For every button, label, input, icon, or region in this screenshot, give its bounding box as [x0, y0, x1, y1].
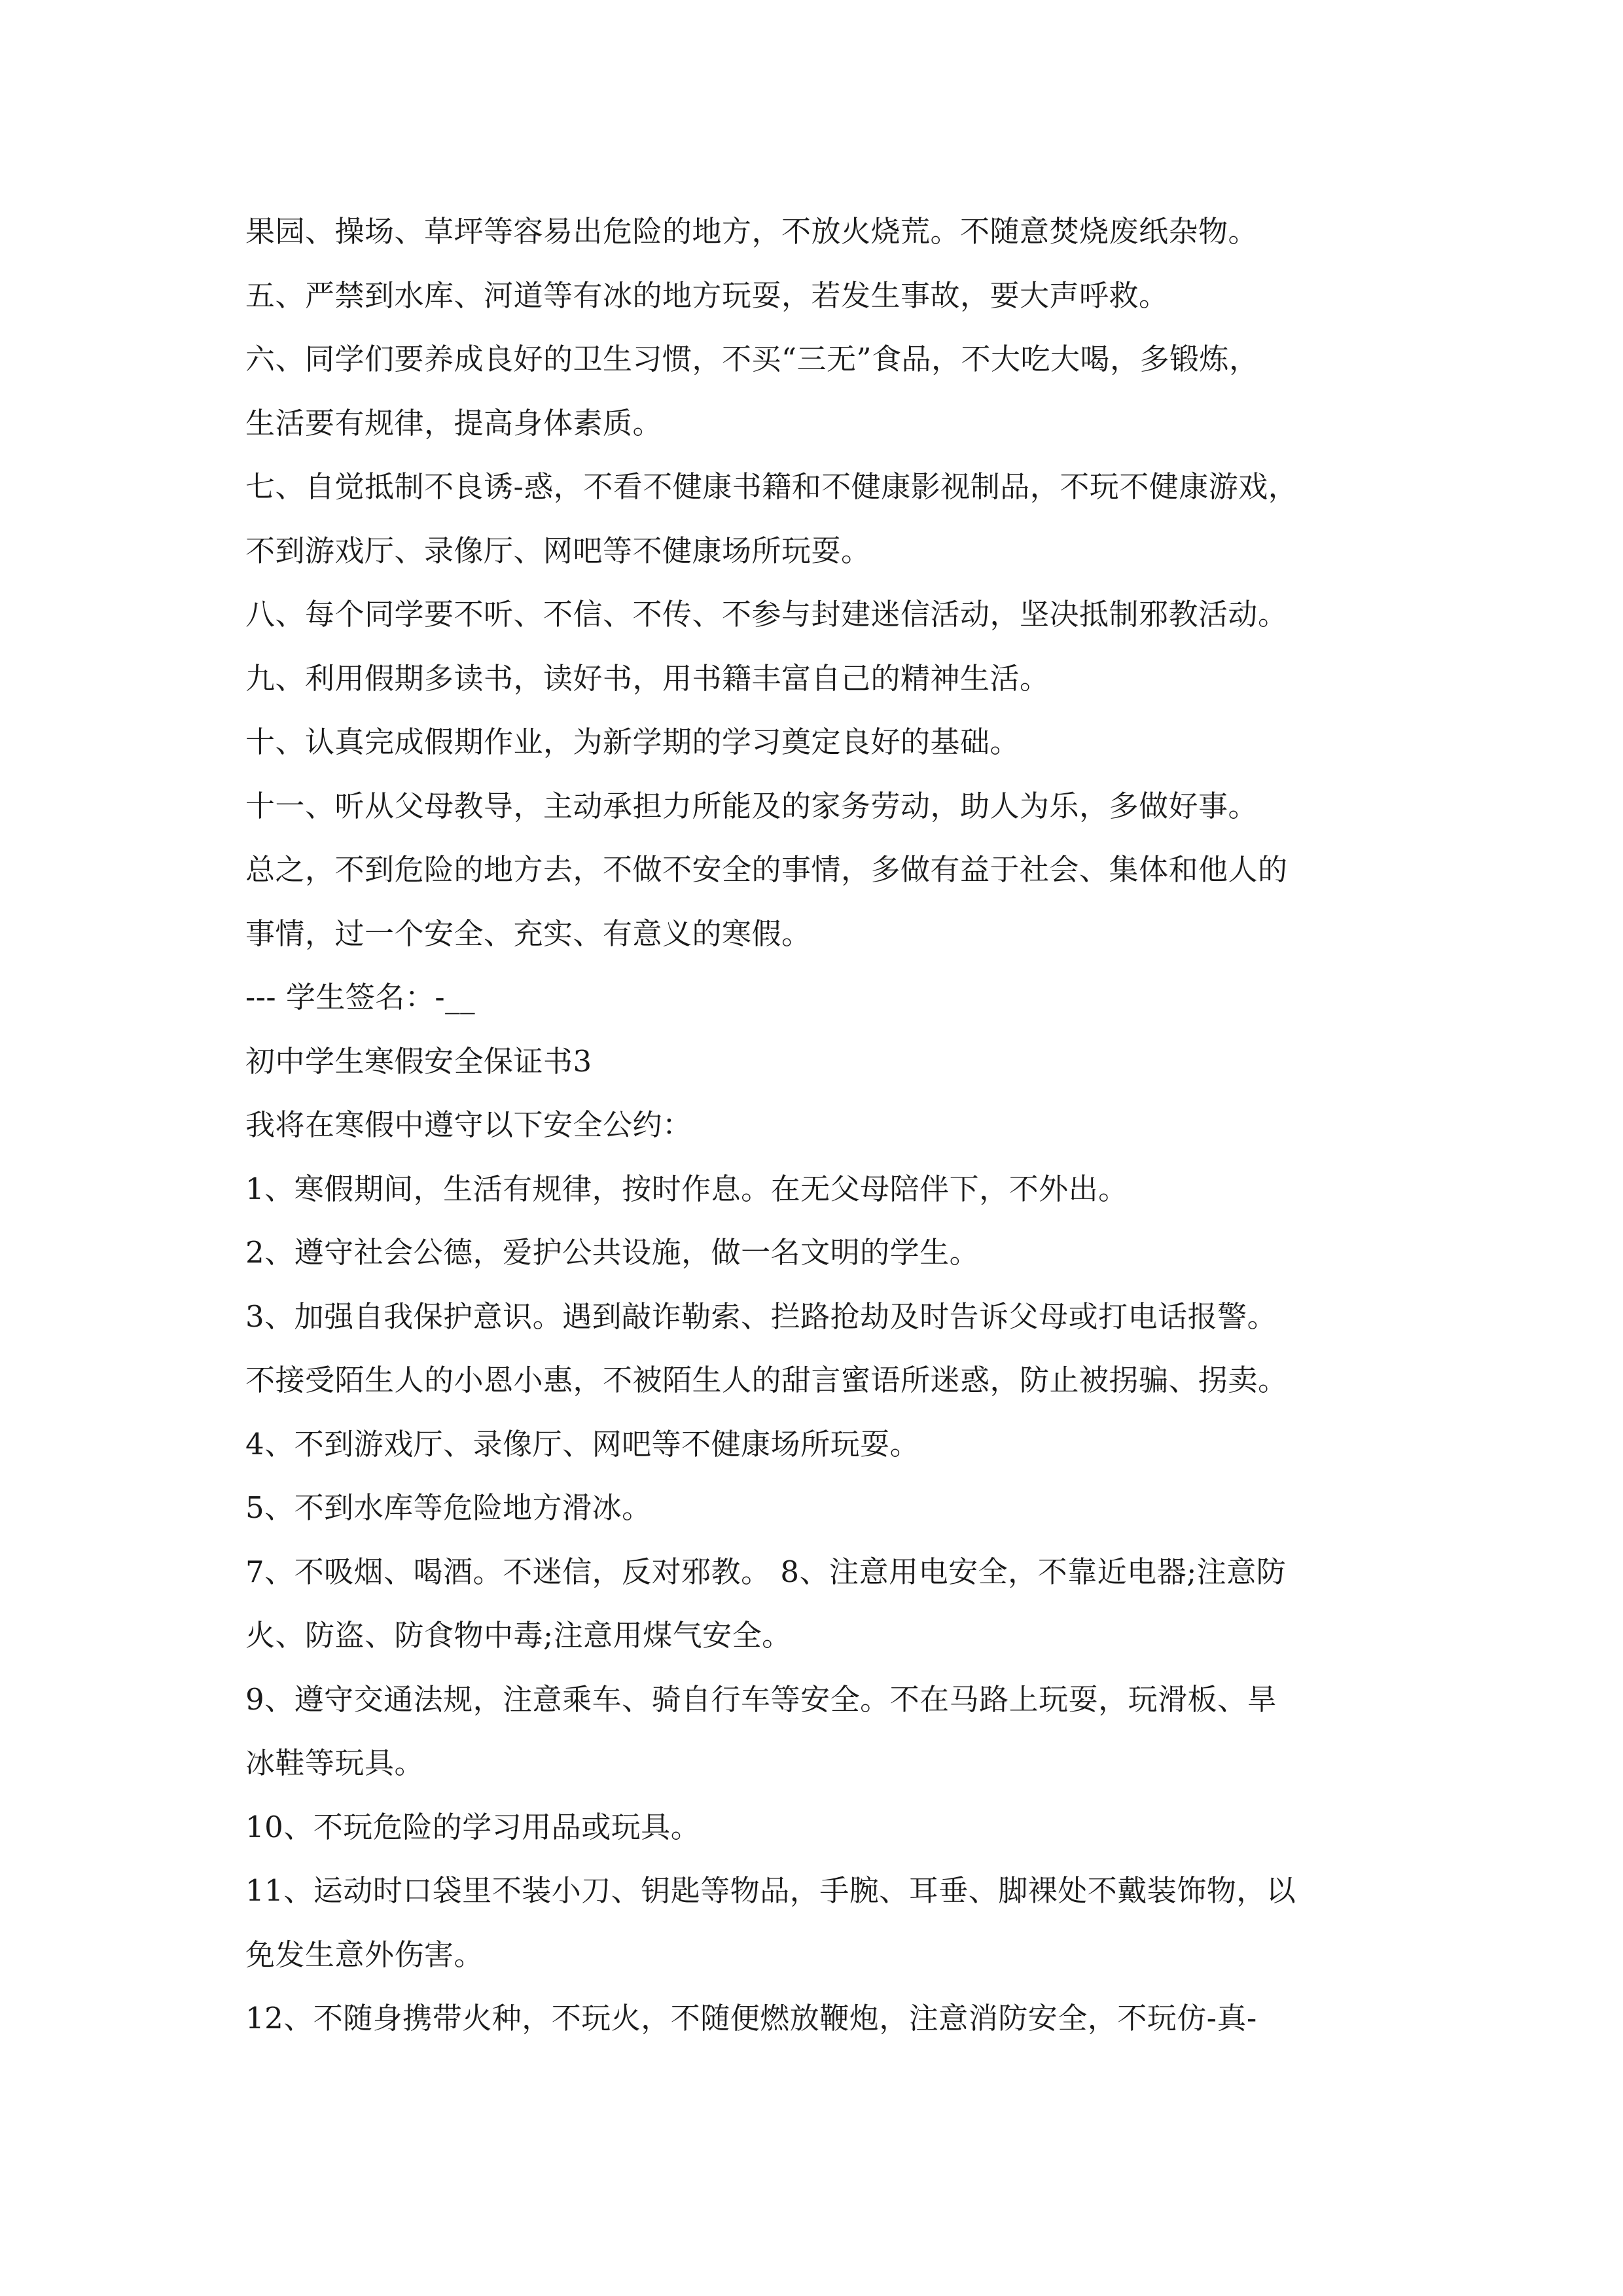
text-line: 5、不到水库等危险地方滑冰。: [245, 1490, 652, 1525]
text-line: 不接受陌生人的小恩小惠，不被陌生人的甜言蜜语所迷惑，防止被拐骗、拐卖。: [245, 1363, 1288, 1397]
text-line: 十一、听从父母教导，主动承担力所能及的家务劳动，助人为乐，多做好事。: [245, 788, 1258, 823]
text-line: 果园、操场、草坪等容易出危险的地方，不放火烧荒。不随意焚烧废纸杂物。: [245, 214, 1258, 249]
text-line: 不到游戏厅、录像厅、网吧等不健康场所玩耍。: [245, 533, 871, 568]
text-line: 事情，过一个安全、充实、有意义的寒假。: [245, 916, 812, 951]
text-line: 六、同学们要养成良好的卫生习惯，不买“三无”食品，不大吃大喝，多锻炼，: [245, 342, 1259, 376]
text-line: 总之，不到危险的地方去，不做不安全的事情，多做有益于社会、集体和他人的: [245, 852, 1288, 887]
text-line: 10、不玩危险的学习用品或玩具。: [245, 1809, 701, 1844]
document-body: [245, 200, 1423, 2051]
text-line: 12、不随身携带火种，不玩火，不随便燃放鞭炮，注意消防安全，不玩仿-真-: [245, 2001, 1257, 2036]
text-line: 十、认真完成假期作业，为新学期的学习奠定良好的基础。: [245, 725, 1020, 759]
text-line: 11、运动时口袋里不装小刀、钥匙等物品，手腕、耳垂、脚裸处不戴装饰物，以: [245, 1873, 1296, 1908]
text-line: 九、利用假期多读书，读好书，用书籍丰富自己的精神生活。: [245, 660, 1050, 696]
text-line: 八、每个同学要不听、不信、不传、不参与封建迷信活动，坚决抵制邪教活动。: [245, 597, 1288, 632]
text-line: 七、自觉抵制不良诱-惑，不看不健康书籍和不健康影视制品，不玩不健康游戏，: [245, 469, 1298, 504]
text-line: 7、不吸烟、喝酒。不迷信，反对邪教。 8、注意用电安全，不靠近电器;注意防: [245, 1554, 1287, 1589]
text-line: 免发生意外伤害。: [245, 1937, 484, 1972]
text-line: 1、寒假期间，生活有规律，按时作息。在无父母陪伴下，不外出。: [245, 1171, 1128, 1206]
text-line: 我将在寒假中遵守以下安全公约：: [245, 1107, 692, 1142]
text-line: 9、遵守交通法规，注意乘车、骑自行车等安全。不在马路上玩耍，玩滑板、旱: [245, 1681, 1277, 1717]
text-line: 五、严禁到水库、河道等有冰的地方玩耍，若发生事故，要大声呼救。: [245, 278, 1169, 313]
text-line: 4、不到游戏厅、录像厅、网吧等不健康场所玩耍。: [245, 1426, 920, 1462]
text-line: 冰鞋等玩具。: [245, 1746, 425, 1780]
signature-line: --- 学生签名：-__: [245, 980, 476, 1014]
text-line: 2、遵守社会公德，爱护公共设施，做一名文明的学生。: [245, 1235, 980, 1270]
text-line: 生活要有规律，提高身体素质。: [245, 405, 663, 440]
section-title: 初中学生寒假安全保证书3: [245, 1043, 592, 1079]
text-line: 3、加强自我保护意识。遇到敲诈勒索、拦路抢劫及时告诉父母或打电话报警。: [245, 1299, 1277, 1334]
text-line: 火、防盗、防食物中毒;注意用煤气安全。: [245, 1618, 792, 1653]
